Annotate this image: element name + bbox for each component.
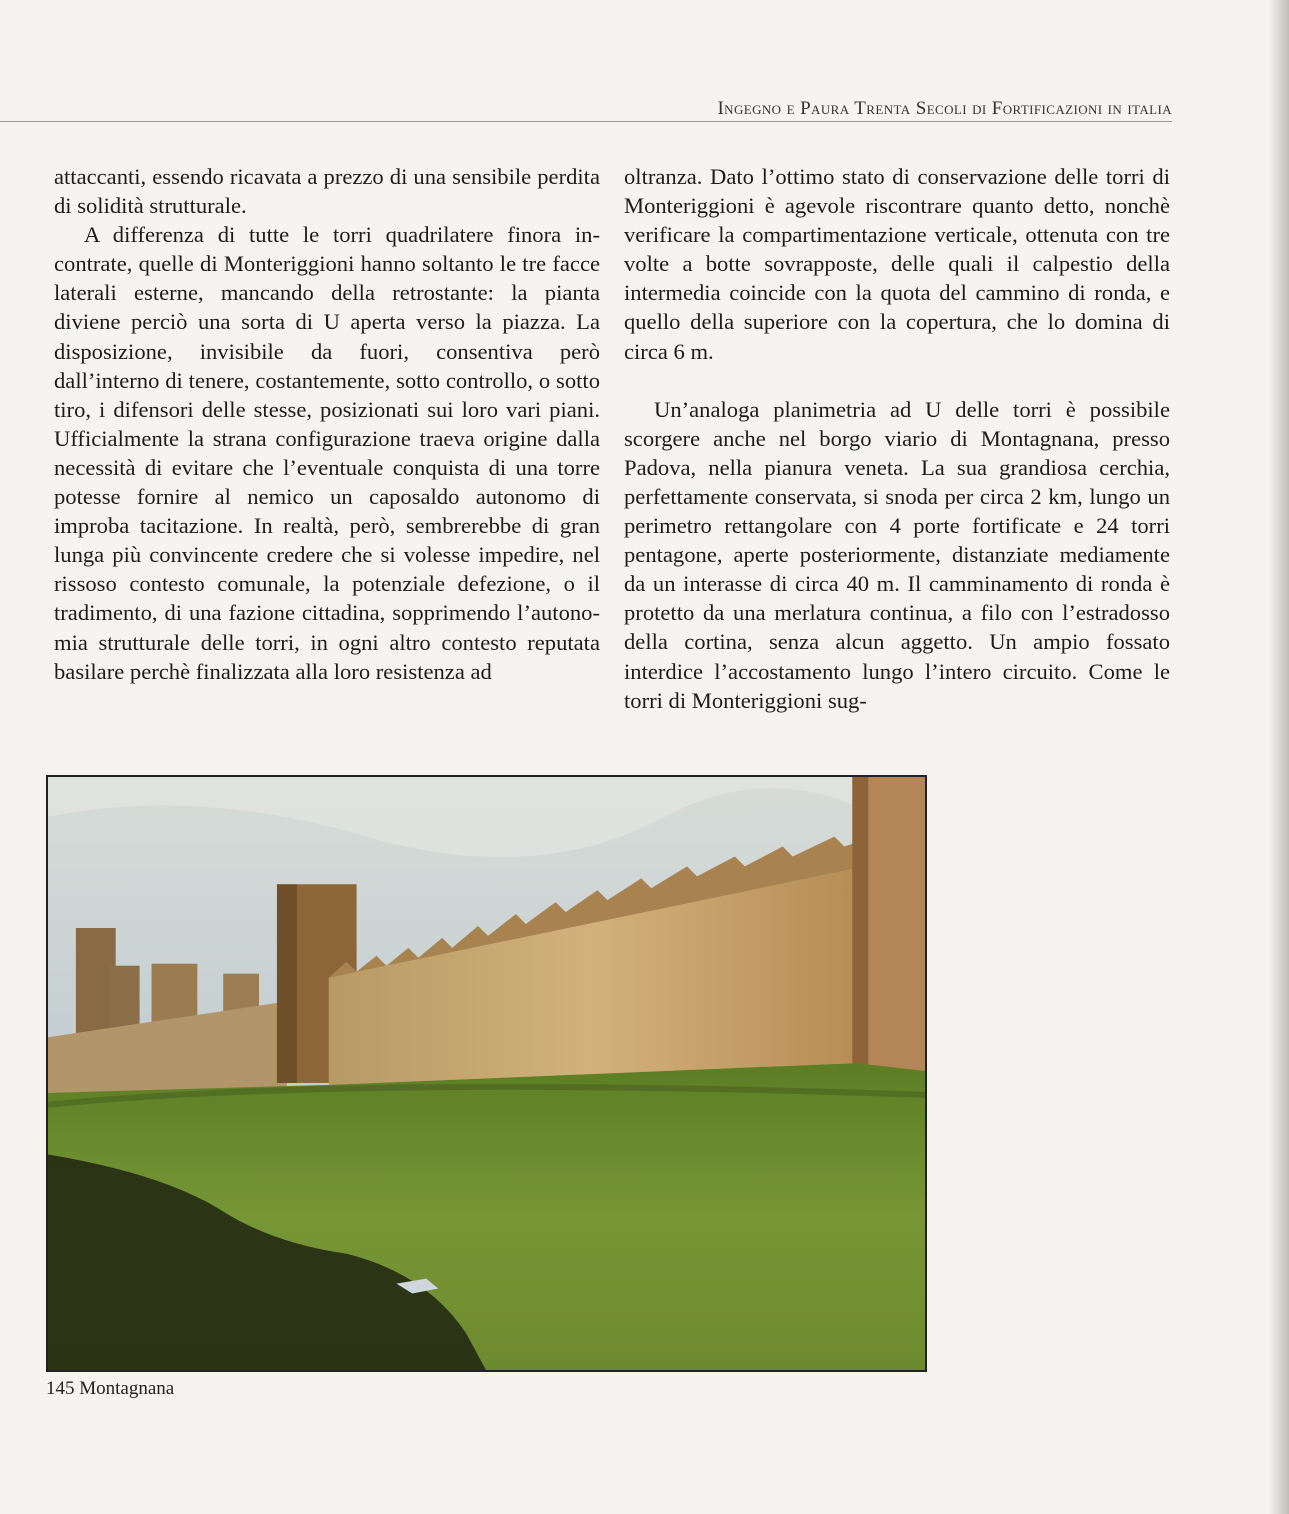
running-header: Ingegno e Paura Trenta Secoli di Fortificazioni in italia: [717, 98, 1172, 119]
right-paragraph-2: Un’analoga planimetria ad U delle torri è possibile scorgere anche nel borgo viario di Montagnana, presso Padova, nella pianura veneta. La sua grandiosa cerchia, perfettamente conservata, si snoda per circa 2 km, lungo un perimetro rettangolare con 4 porte fortificate e 24 torri pentagone, aperte posteriormente, distanziate mediamente da un interasse di circa 40 m. Il camminamento di ronda è protetto da una merlatura continua, a filo con l’estradosso della cortina, senza alcun aggetto. Un ampio fossato interdice l’accostamento lungo l’intero circuito. Come le torri di Monteriggioni sug-: [624, 396, 1170, 713]
left-paragraph-1: attaccanti, essendo ricavata a prezzo di una sensibile perdita di solidità strutturale.: [54, 164, 600, 219]
left-paragraph-2: A differenza di tutte le torri quadrilatere finora incontrate, quelle di Monteriggioni hanno soltanto le tre facce laterali esterne, mancando della retrostante: la pianta diviene perciò una sorta di U aperta verso la piazza. La disposizione, invisibile da fuori, consentiva però dall’interno di tenere, costantemente, sotto controllo, o sotto tiro, i difensori delle stesse, posizionati sui loro vari piani. Ufficialmente la strana configurazione traeva origine dalla necessità di evitare che l’eventuale conquista di una torre potesse fornire al nemico un caposaldo autonomo di improba tacitazione. In realtà, però, sembrerebbe di gran lunga più convincente credere che si volesse impedire, nel rissoso contesto comunale, la potenziale defezione, o il tradimento, di una fazione cittadina, sopprimendo l’autonomia strutturale delle torri, in ogni altro contesto reputata basilare perchè finalizzata alla loro resistenza ad: [54, 222, 600, 684]
montagnana-photo: [46, 775, 927, 1372]
right-paragraph-1: oltranza. Dato l’ottimo stato di conservazione delle torri di Monteriggioni è agevole riscontrare quanto detto, nonchè verificare la compartimentazione verticale, ottenuta con tre volte a botte sovrapposte, delle quali il calpestio della intermedia coincide con la quota del cammino di ronda, e quello della superiore con la copertura, che lo domina di circa 6 m.: [624, 164, 1170, 364]
right-tower-shade: [852, 777, 868, 1075]
figure-caption: 145 Montagnana: [46, 1378, 175, 1399]
main-tower-face: [277, 884, 297, 1083]
photo-illustration: [48, 777, 925, 1370]
page-edge-shadow: [1268, 0, 1289, 1514]
right-column: [624, 162, 1170, 715]
header-rule: [0, 121, 1172, 122]
left-column: [54, 162, 600, 686]
